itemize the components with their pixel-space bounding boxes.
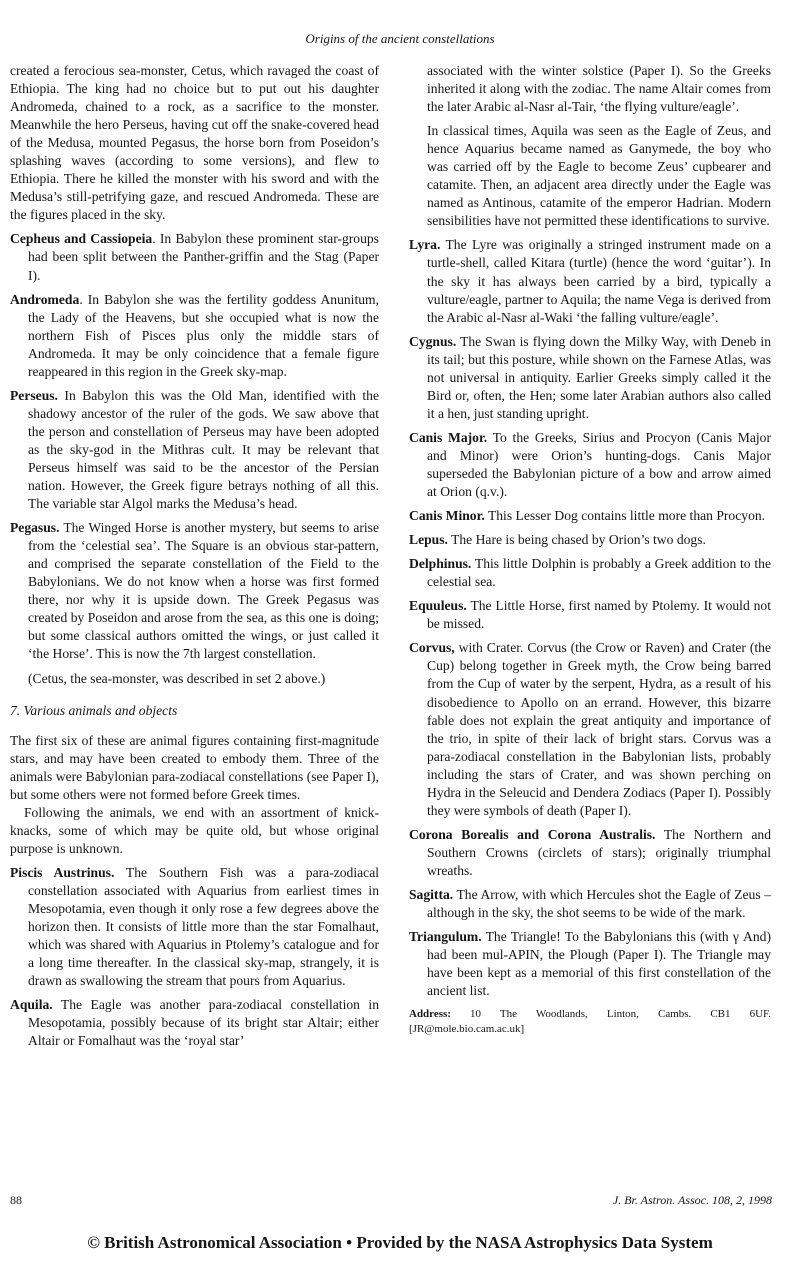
entry-lepus — [409, 531, 771, 549]
entry-term: Lepus. — [409, 532, 448, 548]
entry-text: The Winged Horse is another mystery, but seems to arise from the ‘celestial sea’. The Square is an obvious star-pattern, and comprised the separate constellation of the Field to the Babylonians. We do not know when a horse was first formed there, nor why it is upside down. The Greek Pegasus was created by Poseidon and arose from the sea, as this one is doing; but some classical authors omitted the wings, or just called it ‘the Horse’. This is now the 7th largest constellation. — [28, 520, 379, 662]
page-number: 88 — [10, 1193, 22, 1207]
entry-text: The Triangle! To the Babylonians this (with γ And) had been mul-APIN, the Plough (Paper I). The Triangle may have been kept as a memorial of this first constellation of the ancient list. — [427, 929, 771, 999]
entry-perseus — [10, 387, 379, 513]
entry-cygnus — [409, 333, 771, 423]
entry-term: Canis Major. — [409, 429, 488, 445]
entry-andromeda — [10, 291, 379, 381]
running-head: Origins of the ancient constellations — [305, 31, 495, 46]
address-text: 10 The Woodlands, Linton, Cambs. CB1 6UF. [JR@mole.bio.cam.ac.uk] — [409, 1008, 771, 1036]
entry-aquila — [10, 996, 379, 1050]
entry-canis-major — [409, 429, 771, 501]
entry-term: Sagitta. — [409, 886, 454, 902]
right-column — [409, 62, 771, 1037]
aquila-continued-2: In classical times, Aquila was seen as the Eagle of Zeus, and hence Aquarius became named as Ganymede, the boy who was carried off by the Eagle to become Zeus’ cupbearer and catamite. Then, an adjacent area directly under the Eagle was named as Antinous, catamite of the emperor Hadrian. Modern sensibilities have not permitted these identifications to survive. — [427, 123, 771, 229]
entry-term: Corvus, — [409, 640, 455, 656]
entry-text: The Hare is being chased by Orion’s two dogs. — [447, 532, 706, 548]
entry-cepheus — [10, 230, 379, 284]
cetus-note: (Cetus, the sea-monster, was described in set 2 above.) — [28, 670, 326, 686]
entry-text: . In Babylon these prominent star-groups had been split between the Panther-griffin and the Stag (Paper I). — [28, 231, 379, 283]
copyright-line: © British Astronomical Association • Provided by the NASA Astrophysics Data System — [87, 1233, 713, 1252]
entry-text: The Little Horse, first named by Ptolemy. It would not be missed. — [427, 598, 771, 632]
entry-text: The Swan is flying down the Milky Way, with Deneb in its tail; but this posture, while shown on the Farnese Atlas, was not universal in antiquity. Earlier Greeks simply called it the Bird or, often, the Hen; some later Arabian authors also called it a hen, just standing upright. — [427, 333, 771, 421]
author-address — [409, 1007, 771, 1037]
section-paragraph-2: Following the animals, we end with an assortment of knick-knacks, some of which may be quite old, but whose original purpose is unknown. — [10, 804, 379, 856]
entry-text: . In Babylon she was the fertility goddess Anunitum, the Lady of the Heavens, but she occupied what is now the northern Fish of Pisces plus only the middle stars of Andromeda. It may be only coincidence that a female figure reappeared in this region in the Greek sky-map. — [28, 291, 379, 379]
entry-term: Cepheus and Cassiopeia — [10, 231, 153, 247]
entry-text: The Northern and Southern Crowns (circlets of stars); originally triumphal wreaths. — [427, 826, 771, 878]
entry-term: Pegasus. — [10, 520, 60, 536]
entry-term: Canis Minor. — [409, 508, 485, 524]
address-label: Address: — [409, 1008, 451, 1021]
entry-equuleus — [409, 597, 771, 633]
entry-term: Perseus. — [10, 387, 58, 403]
entry-piscis-austrinus — [10, 864, 379, 990]
entry-text: This Lesser Dog contains little more than Procyon. — [484, 508, 766, 524]
aquila-continued: associated with the winter solstice (Paper I). So the Greeks inherited it along with the zodiac. The name Altair comes from the later Arabic al-Nasr al-Tair, ‘the flying vulture/eagle’. — [427, 63, 771, 115]
entry-term: Piscis Austrinus. — [10, 864, 115, 880]
entry-text: This little Dolphin is probably a Greek addition to the celestial sea. — [427, 556, 771, 590]
section-heading: 7. Various animals and objects — [10, 702, 178, 718]
entry-corona — [409, 826, 771, 880]
entry-term: Equuleus. — [409, 598, 467, 614]
journal-citation: J. Br. Astron. Assoc. 108, 2, 1998 — [612, 1193, 772, 1207]
entry-text: The Arrow, with which Hercules shot the Eagle of Zeus – although in the sky, the shot seems to be wide of the mark. — [427, 886, 771, 921]
entry-text: The Eagle was another para-zodiacal constellation in Mesopotamia, possibly because of its bright star Altair; either Altair or Fomalhaut was the ‘royal star’ — [28, 997, 379, 1049]
entry-term: Triangulum. — [409, 929, 482, 945]
entry-term: Andromeda — [10, 291, 80, 307]
entry-term: Lyra. — [409, 237, 441, 253]
left-column — [10, 62, 379, 1050]
entry-term: Delphinus. — [409, 556, 472, 572]
entry-text: The Lyre was originally a stringed instrument made on a turtle-shell, called Kitara (turtle) (hence the word ‘guitar’). In the sky it has always been carried by a bird, typically a vulture/eagle, partner to Aquila; the name Vega is derived from the Arabic al-Nasr al-Waki ‘the falling vulture/eagle’. — [427, 237, 771, 325]
entry-canis-minor — [409, 507, 771, 525]
entry-delphinus — [409, 555, 771, 591]
entry-term: Aquila. — [10, 997, 53, 1013]
entry-text: The Southern Fish was a para-zodiacal constellation associated with Aquarius from earliest times in Mesopotamia, even though it only rose a few degrees above the horizon then. It consists of little more than the star Fomalhaut, which was shared with Aquarius in Ptolemy’s catalogue and for a long time thereafter. In the classical sky-map, strangely, it is drawn as swallowing the stream that pours from Aquarius. — [28, 864, 379, 989]
entry-text: To the Greeks, Sirius and Procyon (Canis Major and Minor) were Orion’s hunting-dogs. Canis Major superseded the Babylonian picture of a bow and arrow aimed at Orion (q.v.). — [427, 429, 771, 500]
entry-corvus — [409, 639, 771, 819]
entry-triangulum — [409, 928, 771, 1000]
entry-pegasus — [10, 519, 379, 663]
entry-term: Corona Borealis and Corona Australis. — [409, 826, 656, 842]
entry-text: with Crater. Corvus (the Crow or Raven) and Crater (the Cup) belong together in Greek myth, the Crow being barred from the Cup of water by the serpent, Hydra, as a result of his disobedience to Apollo on an errand. However, this bizarre fable does not explain the great antiquity and importance of the trio, in spite of their lack of bright stars. Corvus was a para-zodiacal constellation in the Babylonian lists, probably including the stars of Crater, and was shown perching on Hydra in the Seleucid and Dendera Zodiacs (Paper I). Possibly they were symbols of death (Paper I). — [427, 640, 771, 818]
section-paragraph-1: The first six of these are animal figures containing first-magnitude stars, and may have been created to embody them. Three of the animals were Babylonian para-zodiacal constellations (see Paper I), but some others were not formed before Greek times. — [10, 732, 379, 802]
intro-paragraph: created a ferocious sea-monster, Cetus, which ravaged the coast of Ethiopia. The king had no choice but to put out his daughter Andromeda, chained to a rock, as a sacrifice to the monster. Meanwhile the hero Perseus, having cut off the snake-covered head of the Medusa, mounted Pegasus, the horse born from Poseidon’s splashing waves (according to some versions), and flew to Ethiopia. There he killed the monster with his sword and with the Medusa’s still-petrifying gaze, and rescued Andromeda. These are the figures placed in the sky. — [10, 63, 379, 223]
entry-lyra — [409, 236, 771, 326]
entry-text: In Babylon this was the Old Man, identified with the shadowy ancestor of the ruler of the gods. We saw above that the person and constellation of Perseus may have been adopted as the sky-god in the Mithras cult. It may be relevant that Perseus himself was said to be the ancestor of the Persian nation. However, the Greek figure betrays nothing of all this. The variable star Algol marks the Medusa’s head. — [28, 387, 379, 512]
entry-term: Cygnus. — [409, 333, 457, 349]
entry-sagitta — [409, 886, 771, 922]
